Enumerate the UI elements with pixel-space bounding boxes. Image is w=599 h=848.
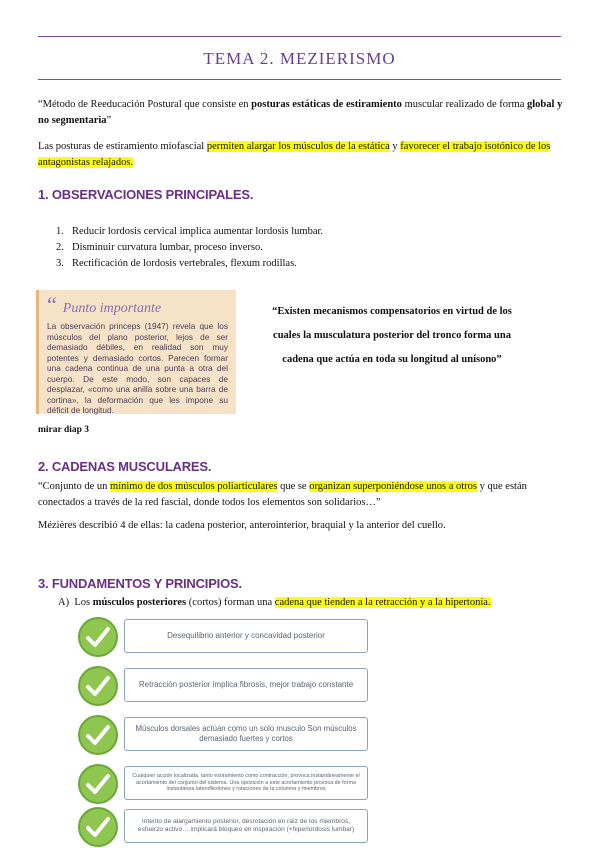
highlighted-text: permiten alargar los músculos de la estática	[206, 141, 390, 152]
definition-paragraph	[38, 97, 565, 129]
card-text: Desequilibrio anterior y concavidad posterior	[124, 619, 368, 653]
top-rule	[38, 36, 561, 37]
list-number: 3.	[56, 258, 64, 269]
list-text: Disminuir curvatura lumbar, proceso inverso.	[72, 242, 263, 253]
quote-mark-icon: “	[47, 292, 57, 317]
list-item	[56, 224, 323, 240]
check-circle-icon	[78, 807, 118, 847]
callout-title: Punto importante	[62, 301, 162, 316]
list-number: 2.	[56, 242, 64, 253]
text-run: “Conjunto de un	[38, 481, 111, 492]
principle-a	[58, 595, 565, 611]
text-run: y que están conectados a través de la red fascial, donde todos los elementos son solidarios…”	[38, 481, 527, 508]
card-text: Retracción posterior implica fibrosis, mejor trabajo constante	[124, 668, 368, 702]
card-text: Músculos dorsales actúan como un solo musculo Son músculos demasiado fuertes y cortos	[124, 717, 368, 751]
text-run: Los	[74, 597, 93, 608]
posturas-paragraph	[38, 139, 565, 171]
text-run: muscular realizado de forma	[401, 99, 528, 110]
text-run: ”	[106, 115, 112, 126]
list-text: Reducir lordosis cervical implica aumentar lordosis lumbar.	[72, 226, 324, 237]
principle-card	[78, 764, 368, 802]
section-heading-1: 1. OBSERVACIONES PRINCIPALES.	[38, 187, 254, 202]
bold-run: posturas estáticas de estiramiento	[251, 99, 402, 110]
list-item	[56, 240, 323, 256]
text-run: “Método de Reeducación Postural que consiste en	[38, 99, 252, 110]
chains-definition	[38, 479, 565, 511]
callout-text: La observación princeps (1947) revela que los músculos del plano posterior, lejos de ser demasiado débiles, en realidad son muy potentes y demasiado cortos. Parecen formar una cadena continua de una punta a otra del cuerpo. De este modo, son capaces de desplazar, «como una anilla sobre una barra de cortina», la deformación que les impone su déficit de longitud.	[47, 321, 228, 415]
important-callout-image	[36, 290, 236, 414]
check-circle-icon	[78, 666, 118, 706]
highlighted-text: mínimo de dos músculos poliarticulares	[110, 481, 278, 492]
list-text: Rectificación de lordosis vertebrales, flexum rodillas.	[72, 258, 297, 269]
check-circle-icon	[78, 617, 118, 657]
item-label: A)	[58, 597, 70, 608]
highlighted-text: favorecer el trabajo isotónico de los antagonistas relajados.	[38, 141, 551, 168]
principle-card	[78, 617, 368, 655]
compensation-quote: “Existen mecanismos compensatorios en virtud de los cuales la musculatura posterior del tronco forma una cadena que actúa en toda su longitud al unísono”	[272, 306, 512, 365]
highlighted-text: cadena que tienden a la retracción y a la hipertonía.	[274, 597, 491, 608]
text-run: que se	[277, 481, 310, 492]
check-circle-icon	[78, 764, 118, 804]
card-text: Intento de alargamiento posterior, desrotación en raíz de los miembros, esfuerzo activo… implicará bloqueo en inspiración (+hiperlordosis lumbar)	[124, 809, 368, 843]
principle-card	[78, 807, 368, 845]
check-circle-icon	[78, 715, 118, 755]
chains-list-paragraph: Mézières describió 4 de ellas: la cadena posterior, anterointerior, braquial y la anterior del cuello.	[38, 520, 446, 531]
list-number: 1.	[56, 226, 64, 237]
text-run: y	[389, 141, 401, 152]
page-title: TEMA 2. MEZIERISMO	[203, 49, 396, 68]
bold-run: músculos posteriores	[92, 597, 187, 608]
observations-list	[56, 224, 323, 272]
slide-note: mirar diap 3	[38, 425, 90, 435]
text-run: (cortos) forman una	[186, 597, 275, 608]
text-run: Las posturas de estiramiento miofascial	[38, 141, 207, 152]
section-heading-2: 2. CADENAS MUSCULARES.	[38, 459, 212, 474]
title-rule	[38, 79, 561, 80]
principle-card	[78, 666, 368, 704]
card-text: Cualquier acción localizada, tanto estiramiento como contracción, provoca instantáneamente el acortamiento del conjunto del sistema. Una oposición a este acortamiento provoca de forma instantánea lateroflexiones y rotaciones de la columna y miembros	[124, 766, 368, 800]
principle-card	[78, 715, 368, 753]
section-heading-3: 3. FUNDAMENTOS Y PRINCIPIOS.	[38, 576, 242, 591]
list-item	[56, 256, 323, 272]
highlighted-text: organizan superponiéndose unos a otros	[309, 481, 478, 492]
bold-run: global y no segmentaria	[38, 99, 563, 126]
